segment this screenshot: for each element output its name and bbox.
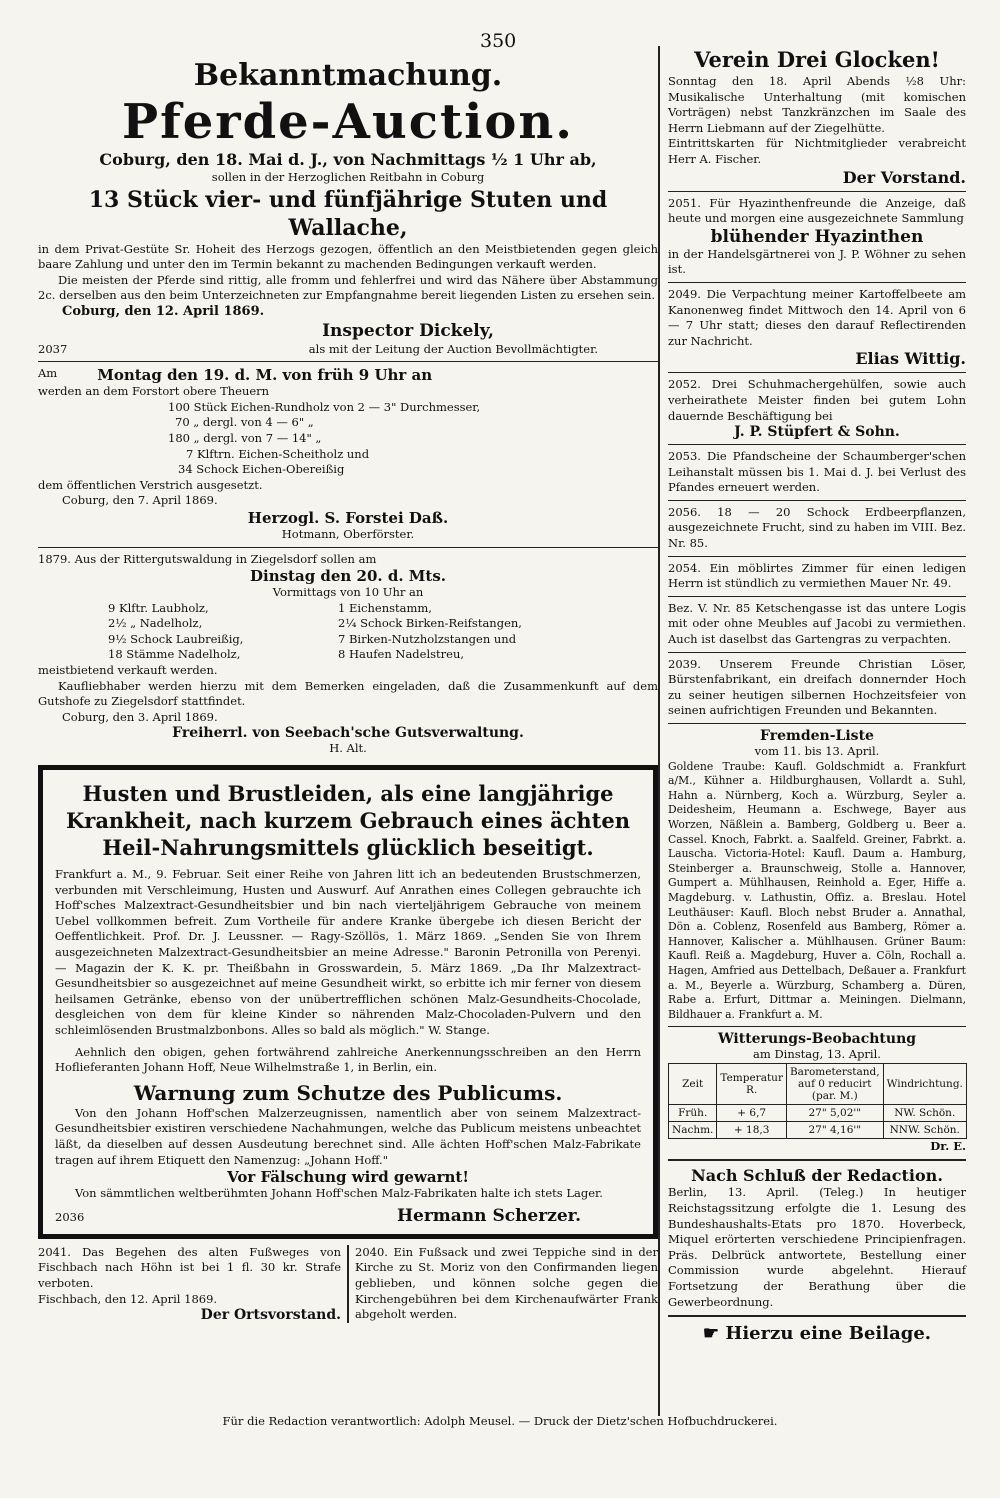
time: Vormittags von 10 Uhr an xyxy=(272,585,424,600)
warning: Warnung zum Schutze des Publicums. xyxy=(133,1080,563,1105)
headline: Montag den 19. d. M. von früh 9 Uhr an xyxy=(97,366,433,385)
col-b-4: 8 Haufen Nadelstreu, xyxy=(338,647,465,662)
notice-room: 2054. Ein möblirtes Zimmer für einen ledigen Herrn ist stündlich zu vermiethen Mauer Nr. 49. xyxy=(668,560,966,591)
tail-1: meistbietend verkauft werden. xyxy=(38,663,218,678)
title: Nach Schluß der Redaction. xyxy=(691,1166,943,1186)
supplement-text: Hierzu eine Beilage. xyxy=(725,1323,932,1345)
pointing-hand-icon: ☛ xyxy=(702,1323,726,1345)
sign: Freiherrl. von Seebach'sche Gutsverwaltung. xyxy=(172,725,524,742)
notice-lease xyxy=(668,287,966,368)
notice-horse-auction xyxy=(38,58,658,357)
header-cell: Barometerstand, auf 0 reducirt (par. M.) xyxy=(786,1063,883,1104)
sub: Hotmann, Oberförster. xyxy=(281,526,415,541)
sign: Elias Wittig. xyxy=(855,349,966,369)
sign: Herzogl. S. Forstei Daß. xyxy=(247,508,449,527)
text: 2049. Die Verpachtung meiner Kartoffelbeete am Kanonenweg findet Mittwoch den 14. April von 6 — 7 Uhr statt; dieses den darauf Reflectirenden zur Nachricht. xyxy=(668,286,966,348)
cell: 27" 4,16'" xyxy=(786,1121,883,1138)
col-a-2: 2½ „ Nadelholz, xyxy=(108,616,203,631)
cell: NW. Schön. xyxy=(883,1104,966,1121)
path-sign: Der Ortsvorstand. xyxy=(200,1307,341,1324)
sign: J. P. Stüpfert & Sohn. xyxy=(734,424,900,441)
lost-text: 2040. Ein Fußsack und zwei Teppiche sind in der Kirche zu St. Moriz von den Confirmanden liegen geblieben, und können solche gegen die Kirchengebühren bei dem Kirchenaufwärter Frank abgeholt werden. xyxy=(355,1244,658,1322)
big: blühender Hyazinthen xyxy=(710,226,924,247)
notice-pawn: 2053. Die Pfandscheine der Schaumberger'schen Leihanstalt müssen bis 1. Mai d. J. bei Verlust des Pfandes erneuert werden. xyxy=(668,449,966,495)
sign: Der Vorstand. xyxy=(842,167,966,187)
header-cell: Windrichtung. xyxy=(883,1063,966,1104)
table-row xyxy=(669,1104,967,1121)
late-news xyxy=(668,1166,966,1310)
place-line: sollen in der Herzoglichen Reitbahn in Coburg xyxy=(211,170,485,184)
date: Coburg, den 3. April 1869. xyxy=(62,709,218,724)
tail: dem öffentlichen Verstrich ausgesetzt. xyxy=(38,477,263,492)
notice-logis: Bez. V. Nr. 85 Ketschengasse ist das untere Logis mit oder ohne Meubles auf Jacobi zu vermiethen. Auch ist daselbst das Gartengras zu verpachten. xyxy=(668,600,966,647)
text: Berlin, 13. April. (Teleg.) In heutiger Reichstagssitzung erfolgte die 1. Lesung des Bundeshaushalts-Etats pro 1870. Hoverbeck, Miquel erörterten verschiedene Principienfragen. Präs. Delbrück antwortete, Bestellung einer Commission wurde abgelehnt. Hierauf Fortsetzung der Berathung über die Gewerbeordnung. xyxy=(668,1185,966,1309)
footer-imprint: Für die Redaction verantwortlich: Adolph Meusel. — Druck der Dietz'schen Hofbuchdruckerei. xyxy=(222,1414,778,1428)
notice-lost xyxy=(355,1245,658,1323)
headline: Husten und Brustleiden, als eine langjährige Krankheit, nach kurzem Gebrauch eines ächten Heil-Nahrungsmittels glücklich beseitigt. xyxy=(66,781,630,861)
col-b-2: 2¼ Schock Birken-Reifstangen, xyxy=(338,616,522,631)
item-1: 100 Stück Eichen-Rundholz von 2 — 3" Durchmesser, xyxy=(168,399,481,414)
header-cell: Zeit xyxy=(669,1063,717,1104)
big-line: 13 Stück vier- und fünfjährige Stuten und Wallache, xyxy=(88,186,608,241)
sub: H. Alt. xyxy=(329,741,367,756)
supplement-note xyxy=(668,1322,966,1346)
notice-hyacinths xyxy=(668,196,966,278)
col-a-3: 9½ Schock Laubreißig, xyxy=(108,631,244,646)
notice-number: 2037 xyxy=(38,341,68,356)
weather-table xyxy=(668,1063,967,1139)
tail-2: Kaufliebhaber werden hierzu mit dem Bemerken eingeladen, daß die Zusammenkunft auf dem Gutshofe zu Ziegelsdorf stattfindet. xyxy=(38,678,658,709)
caution: Vor Fälschung wird gewarnt! xyxy=(227,1168,469,1187)
date: Coburg, den 7. April 1869. xyxy=(62,493,218,508)
signer-role: als mit der Leitung der Auction Bevollmächtigter. xyxy=(308,341,598,356)
col-b-1: 1 Eichenstamm, xyxy=(338,600,432,615)
notice-jubilee: 2039. Unserem Freunde Christian Löser, Bürstenfabrikant, ein dreifach donnernder Hoch zu seiner heutigen silbernen Hochzeitsfeier von seinen aufrichtigen Freunden und Bekannten. xyxy=(668,656,966,718)
sub: vom 11. bis 13. April. xyxy=(754,744,880,758)
date-line: Coburg, den 18. Mai d. J., von Nachmittags ½ 1 Uhr ab, xyxy=(99,150,597,169)
path-text: 2041. Das Begehen des alten Fußweges von Fischbach nach Höhn ist bei 1 fl. 30 kr. Strafe verboten. xyxy=(38,1244,341,1290)
item-4: 7 Klftrn. Eichen-Scheitholz und xyxy=(186,446,370,461)
title: Pferde-Auction. xyxy=(122,94,574,150)
stock: Von sämmtlichen weltberühmten Johann Hoff'schen Malz-Fabrikaten halte ich stets Lager. xyxy=(75,1186,603,1201)
title: Verein Drei Glocken! xyxy=(694,47,940,72)
seller: Hermann Scherzer. xyxy=(396,1205,581,1226)
sign: Dr. E. xyxy=(930,1138,966,1153)
left-column xyxy=(38,46,658,1323)
tail: Eintrittskarten für Nichtmitglieder verabreicht Herr A. Fischer. xyxy=(668,136,966,166)
title: Fremden-Liste xyxy=(760,728,874,744)
cell: 27" 5,02'" xyxy=(786,1104,883,1121)
testimonials: Frankfurt a. M., 9. Februar. Seit einer Reihe von Jahren litt ich an bedeutenden Brustschmerzen, verbunden mit Verschleimung, Husten und Auswurf. Auf Anrathen eines Collegen gebrauchte ich Hoff'sches Malzextract-Gesundheitsbier und bin nach vierteljährigem Gebrauche von meinem Uebel vollkommen befreit. Zum Vortheile für andere Kranke übergebe ich diesen Bericht der Oeffentlichkeit. Prof. Dr. J. Leussner. — Ragy-Szöllös, 1. März 1869. „Senden Sie von Ihrem ausgezeichneten Malzextract-Gesundheitsbier an meine Adresse." Baronin Petronilla von Perenyi. — Magazin der K. K. pr. Theißbahn in Grosswardein, 5. März 1869. „Da Ihr Malzextract-Gesundheitsbier so ausgezeichnet auf meine Gesundheit wirkt, so erbitte ich mir ferner von diesem heilsamen Getränke, ebenso von der unübertrefflichen schönen Malz-Gesundheits-Chocolade, desgleichen von dem für kleine Kinder so nährenden Malz-Chocoladen-Pulvern und den schleimlösenden Brustmalzbonbons. Alles so bald als möglich." W. Stange. xyxy=(55,867,641,1037)
warning-text: Von den Johann Hoff'schen Malzerzeugnissen, namentlich aber von seinem Malzextract-Gesundheitsbier existiren verschiedene Nachahmungen, welche das Publicum meistens unbeachtet läßt, da dieselben auf dessen Ausdeutung berechnet sind. Alle ächten Hoff'schen Malz-Fabrikate tragen auf ihrem Etiquett den Namenzug: „Johann Hoff." xyxy=(55,1105,641,1167)
col-b-3: 7 Birken-Nutzholzstangen und xyxy=(338,631,517,646)
title: Witterungs-Beobachtung xyxy=(717,1031,917,1048)
cell: Nachm. xyxy=(669,1121,717,1138)
notice-number: 2036 xyxy=(55,1209,85,1224)
headline: Dinstag den 20. d. Mts. xyxy=(249,567,447,586)
intro-2: Aehnlich den obigen, gehen fortwährend zahlreiche Anerkennungsschreiben an den Herrn Hoflieferanten Johann Hoff, Neue Wilhelmstraße 1, in Berlin, ein. xyxy=(55,1044,641,1075)
cell: + 18,3 xyxy=(717,1121,787,1138)
text: 2052. Drei Schuhmachergehülfen, sowie auch verheirathete Meister finden bei gutem Lohn dauernde Beschäftigung bei xyxy=(668,377,966,423)
item-3: 180 „ dergl. von 7 — 14" „ xyxy=(168,430,322,445)
table-header-row xyxy=(669,1063,967,1104)
sub: am Dinstag, 13. April. xyxy=(753,1047,881,1062)
notice-wood-sale xyxy=(38,366,658,542)
path-date: Fischbach, den 12. April 1869. xyxy=(38,1291,218,1306)
cell: + 6,7 xyxy=(717,1104,787,1121)
col-a-4: 18 Stämme Nadelholz, xyxy=(108,647,241,662)
num-line: 1879. Aus der Rittergutswaldung in Ziegelsdorf sollen am xyxy=(38,551,377,566)
notice-path xyxy=(38,1245,341,1323)
right-column xyxy=(668,46,966,1346)
item-5: 34 Schock Eichen-Obereißig xyxy=(178,462,345,477)
tail: in der Handelsgärtnerei von J. P. Wöhner zu sehen ist. xyxy=(668,246,966,277)
body-1: in dem Privat-Gestüte Sr. Hoheit des Herzogs gezogen, öffentlich an den Meistbietenden gegen gleich baare Zahlung und unter den im Termin bekannt zu machenden Bedingungen verkauft werden. xyxy=(38,241,658,272)
text: 2051. Für Hyazinthenfreunde die Anzeige, daß heute und morgen eine ausgezeichnete Sammlung xyxy=(668,195,966,226)
hoff-advert xyxy=(38,765,658,1239)
text: Sonntag den 18. April Abends ½8 Uhr: Musikalische Unterhaltung (mit komischen Vorträgen) nebst Tanzkränzchen im Saale des Herrn Liebmann auf der Ziegelhütte. xyxy=(668,74,966,135)
signer: Inspector Dickely, xyxy=(322,320,494,341)
column-rule xyxy=(658,46,660,1416)
notice-verein xyxy=(668,46,966,187)
table-row xyxy=(669,1121,967,1138)
intro: werden an dem Forstort obere Theuern xyxy=(38,384,270,399)
bottom-notices xyxy=(38,1245,658,1323)
text: Goldene Traube: Kaufl. Goldschmidt a. Frankfurt a/M., Kühner a. Hildburghausen, Vollardt a. Suhl, Hahn a. Nürnberg, Koch a. Würzburg, Seyler a. Deidesheim, Heumann a. Eschwege, Bayer aus Worzen, Näßlein a. Bamberg, Goldberg u. Beer a. Cassel. Knoch, Fabrkt. a. Saalfeld. Greiner, Fabrkt. a. Lauscha. Victoria-Hotel: Kaufl. Daum a. Hamburg, Steinberger a. Braunschweig, Stolle a. Hannover, Gumpert a. Mühlhausen, Reinhold a. Eger, Hiffe a. Magdeburg. v. Lathustin, Offiz. a. Breslau. Hotel Leuthäuser: Kaufl. Bloch nebst Bruder a. Annathal, Dön a. Coblenz, Rosenfeld aus Bamberg, Römer a. Hannover, Kalischer a. Mühlhausen. Grüner Baum: Kaufl. Reiß a. Magdeburg, Huver a. Cöln, Rochall a. Hagen, Amfried aus Dettelbach, Deßauer a. Frankfurt a. M., Beyerle a. Würzburg, Schamberg a. Düren, Rabe a. Erfurt, Dittmar a. Meiningen. Dielmann, Bildhauer a. Frankfurt a. M. xyxy=(668,759,966,1021)
body-2: Die meisten der Pferde sind rittig, alle fromm und fehlerfrei und wird das Nähere über Abstammung 2c. derselben aus den beim Unterzeichneten zur Empfangnahme bereit liegenden Listen zu ersehen sein. xyxy=(38,272,658,303)
col-a-1: 9 Klftr. Laubholz, xyxy=(108,600,209,615)
weather-observation xyxy=(668,1031,966,1154)
sign-date: Coburg, den 12. April 1869. xyxy=(62,303,265,319)
notice-shoemakers xyxy=(668,377,966,440)
notice-ziegelsdorf xyxy=(38,552,658,758)
notice-strawberries: 2056. 18 — 20 Schock Erdbeerpflanzen, ausgezeichnete Frucht, sind zu haben im VIII. Bez. Nr. 85. xyxy=(668,504,966,551)
cell: Früh. xyxy=(669,1104,717,1121)
item-2: 70 „ dergl. von 4 — 6" „ xyxy=(175,415,314,430)
heading: Bekanntmachung. xyxy=(193,58,503,93)
cell: NNW. Schön. xyxy=(883,1121,966,1138)
page-number: 350 xyxy=(480,30,517,52)
guest-list xyxy=(668,728,966,1022)
header-cell: Temperatur R. xyxy=(717,1063,787,1104)
am: Am xyxy=(38,366,58,381)
